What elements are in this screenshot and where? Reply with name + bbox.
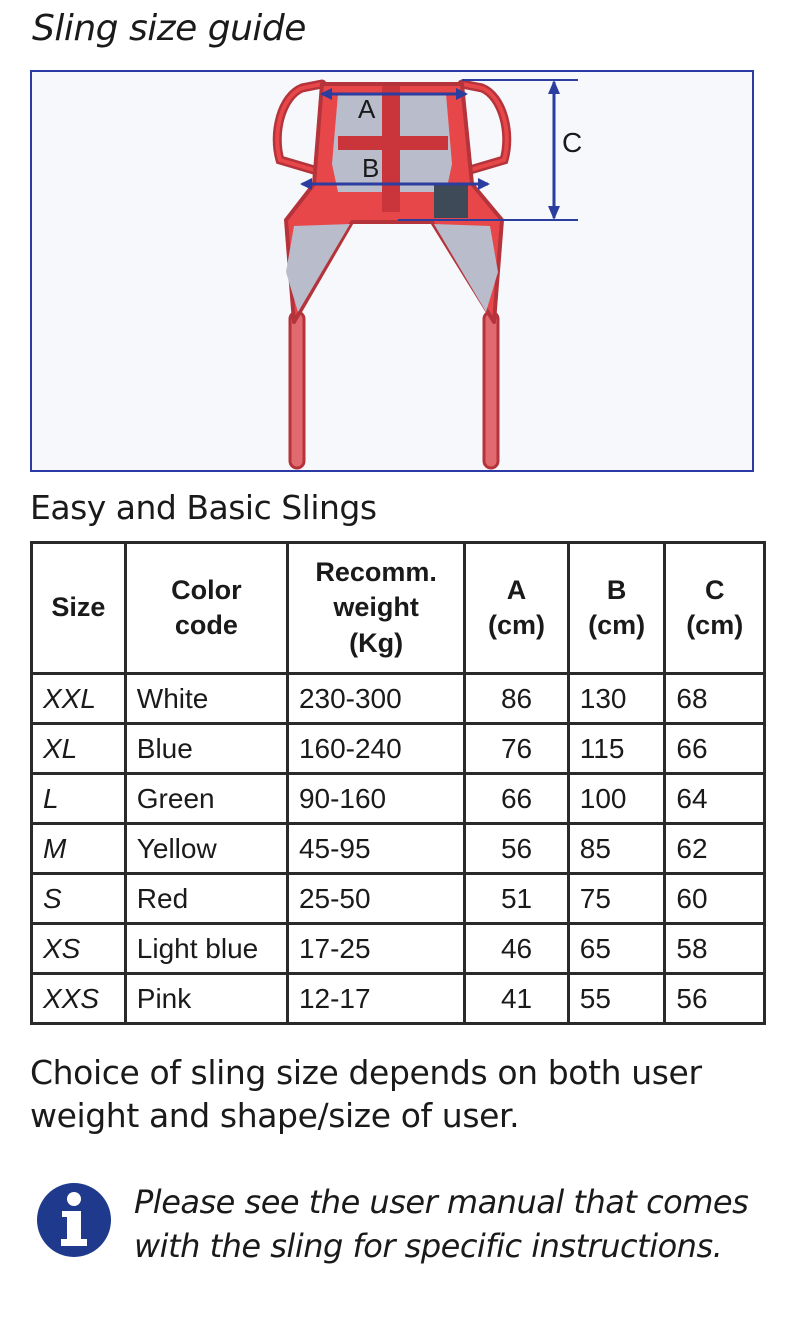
cell-b: 100: [568, 774, 665, 824]
table-row: [32, 674, 765, 724]
cell-a: 41: [465, 974, 568, 1024]
header-weight: Recomm. weight (Kg): [287, 543, 464, 674]
cell-weight: 17-25: [287, 924, 464, 974]
cell-a: 76: [465, 724, 568, 774]
cell-b: 130: [568, 674, 665, 724]
cell-weight: 90-160: [287, 774, 464, 824]
table-row: [32, 824, 765, 874]
label-patch: [434, 184, 468, 218]
table-row: [32, 724, 765, 774]
table-row: [32, 924, 765, 974]
cell-a: 51: [465, 874, 568, 924]
cell-c: 56: [665, 974, 765, 1024]
cell-size: XXL: [32, 674, 126, 724]
cell-b: 75: [568, 874, 665, 924]
header-b: B (cm): [568, 543, 665, 674]
cell-size: S: [32, 874, 126, 924]
cell-weight: 230-300: [287, 674, 464, 724]
cell-size: XXS: [32, 974, 126, 1024]
table-row: [32, 874, 765, 924]
cross-strap: [338, 136, 448, 150]
info-icon: [36, 1182, 112, 1258]
cell-weight: 45-95: [287, 824, 464, 874]
measure-c-label: C: [562, 127, 583, 158]
cell-b: 115: [568, 724, 665, 774]
cell-weight: 25-50: [287, 874, 464, 924]
cell-c: 68: [665, 674, 765, 724]
cell-color: Yellow: [125, 824, 287, 874]
cell-color: Light blue: [125, 924, 287, 974]
left-leg-panel: [286, 224, 350, 312]
table-row: [32, 974, 765, 1024]
cell-weight: 160-240: [287, 724, 464, 774]
cell-weight: 12-17: [287, 974, 464, 1024]
table-subtitle: Easy and Basic Slings: [30, 488, 377, 527]
page-title: Sling size guide: [32, 8, 306, 49]
table-header-row: [32, 543, 765, 674]
table-row: [32, 774, 765, 824]
measure-b-label: B: [362, 153, 380, 183]
right-leg-strap: [484, 312, 498, 468]
cell-a: 66: [465, 774, 568, 824]
cell-color: Blue: [125, 724, 287, 774]
cell-color: White: [125, 674, 287, 724]
cell-color: Red: [125, 874, 287, 924]
cell-size: L: [32, 774, 126, 824]
left-leg-strap: [290, 312, 304, 468]
header-c: C (cm): [665, 543, 765, 674]
measure-a-label: A: [358, 94, 376, 124]
right-leg-panel: [434, 224, 498, 312]
size-table: [30, 541, 766, 1025]
sizing-note: Choice of sling size depends on both user weight and shape/size of user.: [30, 1053, 702, 1135]
cell-a: 86: [465, 674, 568, 724]
cell-c: 62: [665, 824, 765, 874]
cell-b: 85: [568, 824, 665, 874]
cell-color: Green: [125, 774, 287, 824]
cell-color: Pink: [125, 974, 287, 1024]
cell-c: 66: [665, 724, 765, 774]
cell-b: 65: [568, 924, 665, 974]
cell-a: 46: [465, 924, 568, 974]
cell-c: 60: [665, 874, 765, 924]
cell-size: M: [32, 824, 126, 874]
cell-b: 55: [568, 974, 665, 1024]
header-size: Size: [32, 543, 126, 674]
sling-diagram: [30, 70, 754, 472]
cell-c: 58: [665, 924, 765, 974]
cell-size: XL: [32, 724, 126, 774]
manual-note: Please see the user manual that comes with the sling for specific instructions.: [134, 1183, 749, 1266]
cell-c: 64: [665, 774, 765, 824]
cell-size: XS: [32, 924, 126, 974]
header-a: A (cm): [465, 543, 568, 674]
cell-a: 56: [465, 824, 568, 874]
sling-illustration: [32, 72, 752, 470]
header-color-code: Color code: [125, 543, 287, 674]
